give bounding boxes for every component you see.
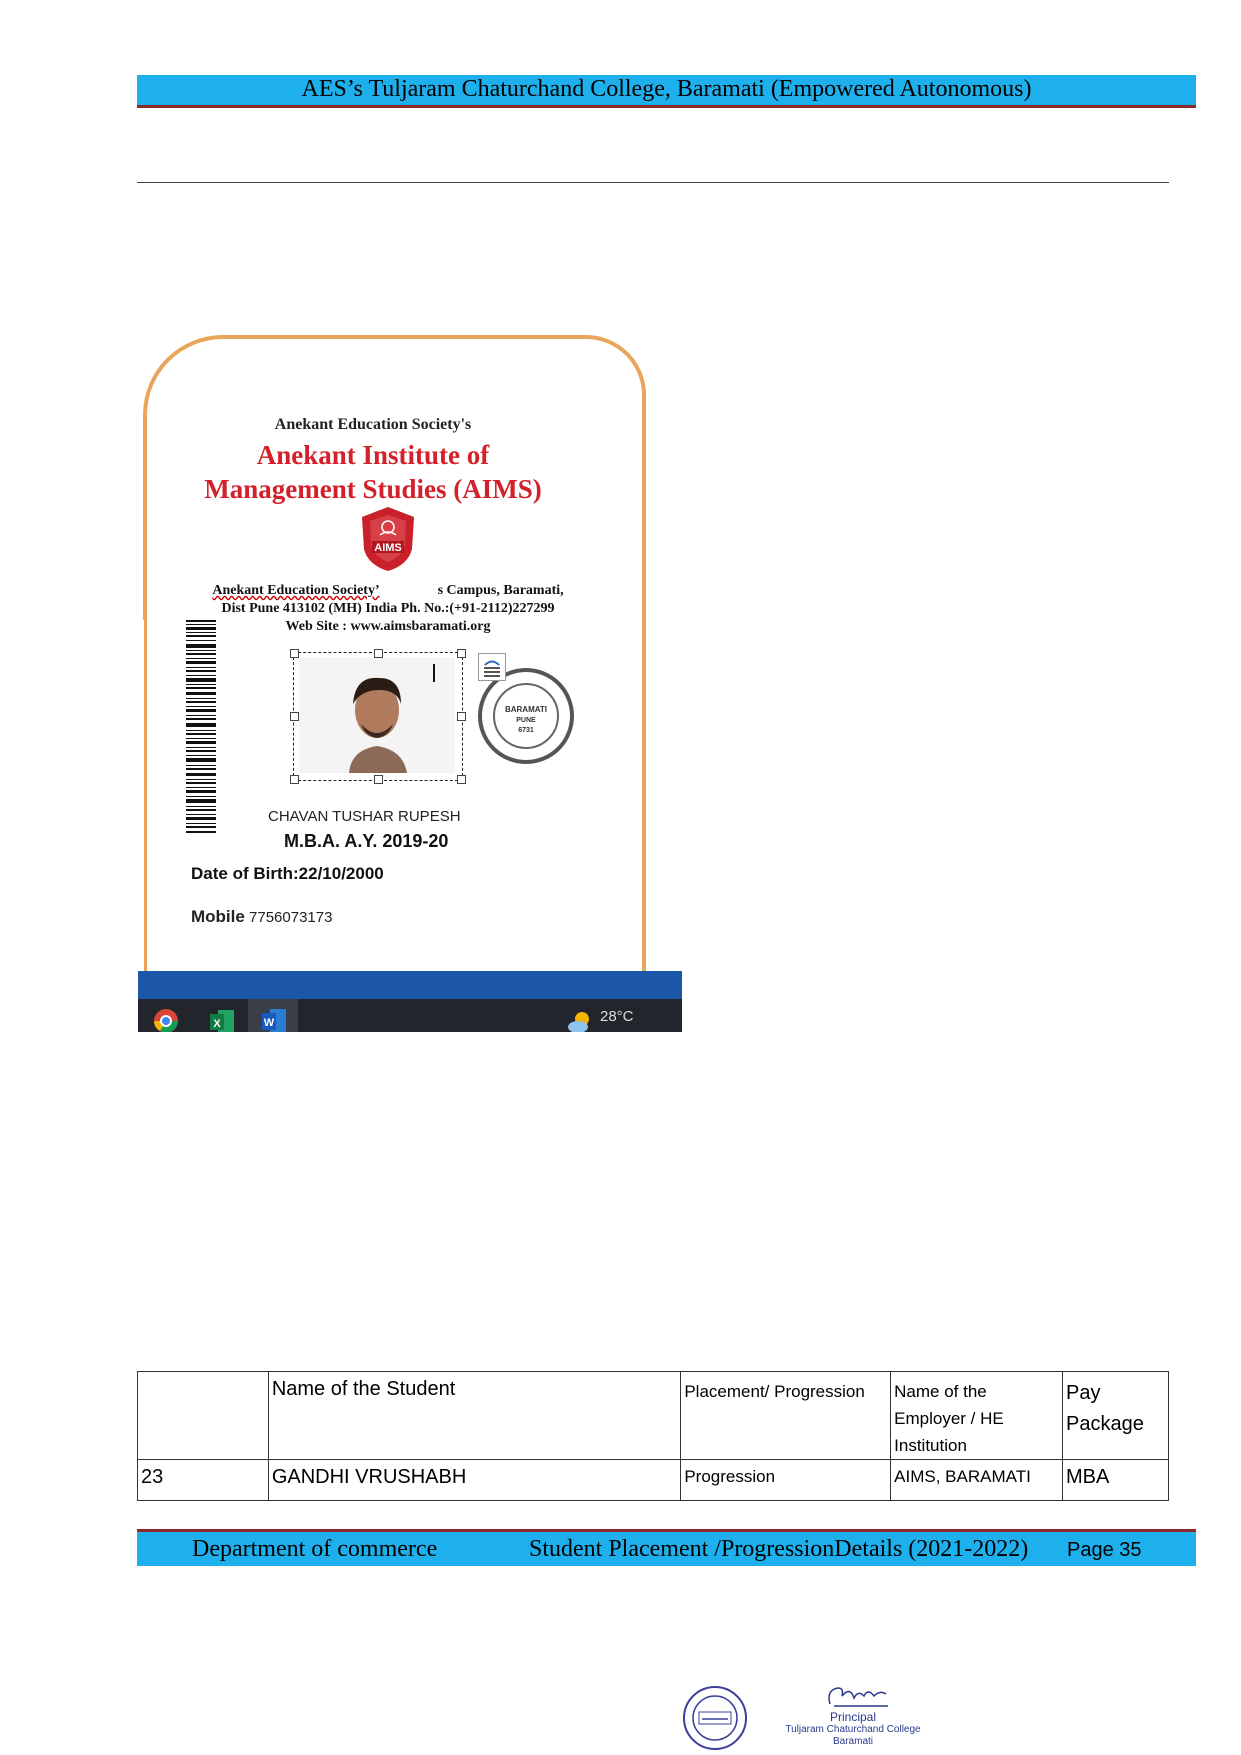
address-2: Dist Pune 413102 (MH) India Ph. No.:(+91-2112)227299 [221,601,555,616]
table-header-row [138,1372,1169,1460]
header-cell-placement: Placement/ Progression [681,1372,891,1460]
institute-line-1: Anekant Institute of [256,440,490,470]
page-footer-band [137,1529,1196,1566]
header-cell-serial [138,1372,269,1460]
resize-handle[interactable] [290,712,299,721]
footer-page-number: Page 35 [1067,1539,1142,1561]
resize-handle[interactable] [290,775,299,784]
signature-place: Baramati [832,1736,873,1747]
windows-taskbar [138,999,682,1032]
logo-text: AIMS [374,542,402,554]
header-rule [137,182,1169,183]
resize-handle[interactable] [290,649,299,658]
college-title: AES’s Tuljaram Chaturchand College, Baramati (Empowered Autonomous) [301,76,1032,102]
layout-options-icon[interactable] [478,653,506,681]
excel-icon[interactable] [208,1006,236,1032]
chrome-icon[interactable] [152,1006,180,1032]
dob-label: Date of Birth: [191,864,299,883]
word-taskbar-active[interactable] [248,999,298,1032]
resize-handle[interactable] [457,775,466,784]
cell-employer: AIMS, BARAMATI [891,1460,1063,1501]
cell-placement: Progression [681,1460,891,1501]
footer-department: Department of commerce [192,1536,438,1562]
resize-handle[interactable] [374,775,383,784]
svg-text:PUNE: PUNE [516,717,536,724]
signature-college: Tuljaram Chaturchand College [785,1724,921,1735]
signature-scrawl-icon [824,1684,894,1710]
header-cell-student: Name of the Student [268,1372,681,1460]
aims-logo-icon [358,505,418,573]
mobile-value: 7756073173 [249,909,333,926]
card-society-name: Anekant Education Society's [274,416,472,433]
cell-pay: MBA [1063,1460,1169,1501]
card-course: M.B.A. A.Y. 2019-20 [284,831,449,851]
card-student-name: CHAVAN TUSHAR RUPESH [268,808,461,825]
cell-serial: 23 [138,1460,269,1501]
header-cell-pay: Pay Package [1063,1372,1169,1460]
principal-signature [778,1684,928,1754]
svg-text:6731: 6731 [518,727,534,734]
address-3: Web Site : www.aimsbaramati.org [285,619,491,634]
card-dob [191,864,384,884]
student-photo-icon [299,658,455,773]
taskbar-temperature: 28°C [600,1008,634,1025]
table-row [138,1460,1169,1501]
dob-value: 22/10/2000 [298,864,384,883]
resize-handle[interactable] [374,649,383,658]
address-1a: Anekant Education Society’ [212,583,380,598]
window-bottom-bar [138,971,682,999]
card-address [168,582,608,636]
id-card-image [138,320,682,1032]
card-mobile [191,907,332,927]
svg-text:BARAMATI: BARAMATI [504,705,548,714]
cell-student: GANDHI VRUSHABH [268,1460,681,1501]
photo-selection-frame[interactable] [293,652,463,781]
institute-line-2: Management Studies (AIMS) [204,474,542,504]
footer-title: Student Placement /ProgressionDetails (2021-2022) [529,1536,1029,1562]
card-institute-name [138,438,608,506]
svg-text:X: X [213,1018,221,1030]
weather-icon[interactable] [566,1007,594,1032]
placement-table [137,1371,1169,1501]
mobile-label: Mobile [191,907,245,926]
resize-handle[interactable] [457,649,466,658]
college-seal-icon [682,1685,748,1751]
header-cell-employer: Name of the Employer / HE Institution [891,1372,1063,1460]
svg-text:W: W [263,1017,275,1029]
student-photo [299,658,455,773]
address-1b: s Campus, Baramati, [437,583,564,598]
barcode-icon [186,620,216,834]
signature-role: Principal [829,1710,877,1724]
page-header-band [137,75,1196,108]
